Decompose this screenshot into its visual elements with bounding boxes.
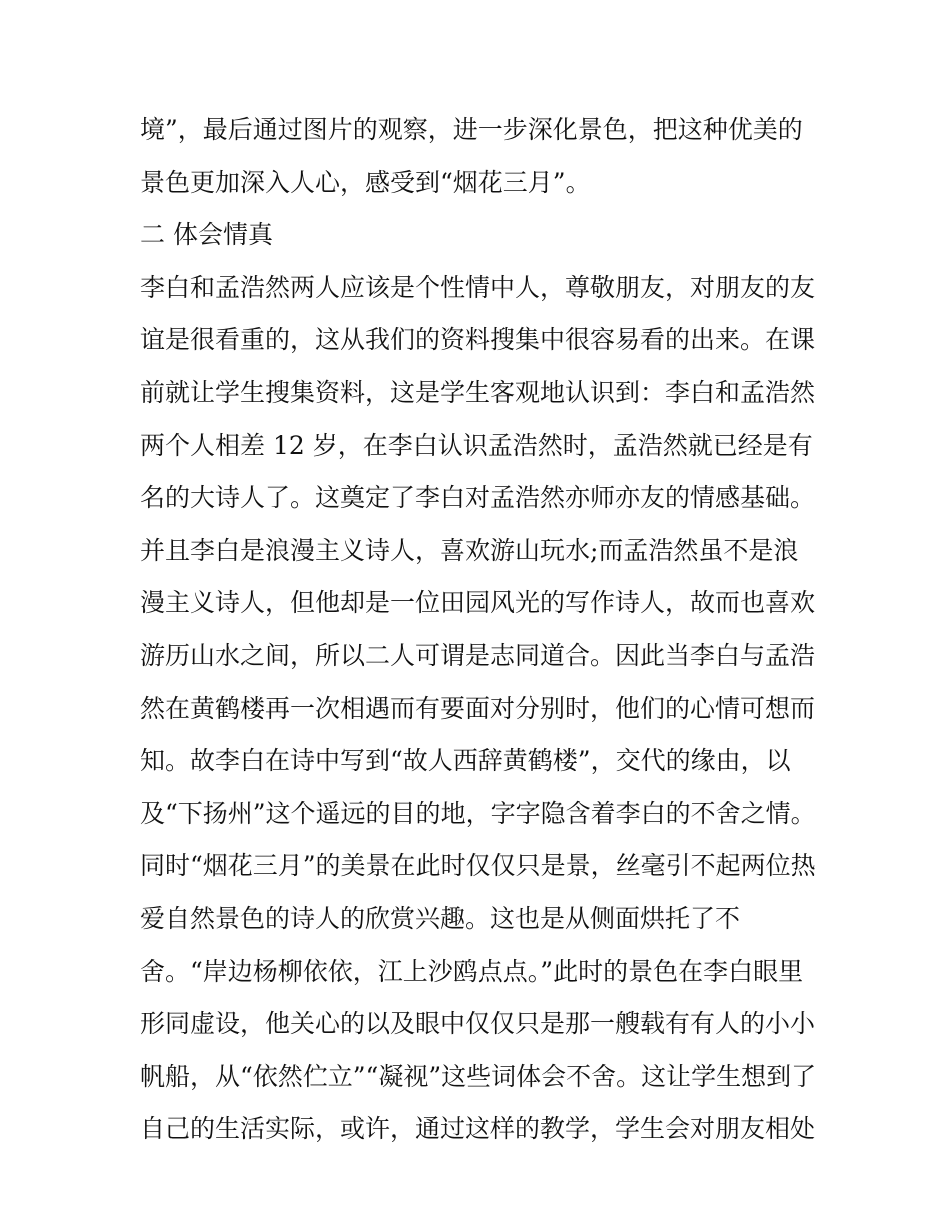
text-line: 李白和孟浩然两人应该是个性情中人，尊敬朋友，对朋友的友 xyxy=(140,272,816,302)
text-line: 舍。“岸边杨柳依依，江上沙鸥点点。”此时的景色在李白眼里 xyxy=(140,956,804,986)
text-line: 爱自然景色的诗人的欣赏兴趣。这也是从侧面烘托了不 xyxy=(140,903,741,933)
text-line: 谊是很看重的，这从我们的资料搜集中很容易看的出来。在课 xyxy=(140,325,816,355)
text-line: 知。故李白在诗中写到“故人西辞黄鹤楼”，交代的缘由，以 xyxy=(140,746,791,776)
text-line: 并且李白是浪漫主义诗人，喜欢游山玩水;而孟浩然虽不是浪 xyxy=(140,535,799,565)
text-line: 及“下扬州”这个遥远的目的地，字字隐含着李白的不舍之情。 xyxy=(140,798,816,828)
text-line: 游历山水之间，所以二人可谓是志同道合。因此当李白与孟浩 xyxy=(140,640,816,670)
text-line: 同时“烟花三月”的美景在此时仅仅只是景，丝毫引不起两位热 xyxy=(140,851,816,881)
text-line: 景色更加深入人心，感受到“烟花三月”。 xyxy=(140,167,591,197)
text-line: 帆船，从“依然伫立”“凝视”这些词体会不舍。这让学生想到了 xyxy=(140,1061,817,1091)
text-line: 形同虚设，他关心的以及眼中仅仅只是那一艘载有有人的小小 xyxy=(140,1009,816,1039)
text-line: 名的大诗人了。这奠定了李白对孟浩然亦师亦友的情感基础。 xyxy=(140,483,816,513)
section-heading: 二 体会情真 xyxy=(140,220,273,250)
text-line: 境”，最后通过图片的观察，进一步深化景色，把这种优美的 xyxy=(140,115,803,144)
text-line: 自己的生活实际，或许，通过这样的教学，学生会对朋友相处 xyxy=(140,1114,816,1144)
body-text xyxy=(140,108,830,1160)
text-line: 两个人相差 12 岁，在李白认识孟浩然时，孟浩然就已经是有 xyxy=(140,430,813,460)
text-line: 前就让学生搜集资料，这是学生客观地认识到：李白和孟浩然 xyxy=(140,377,816,407)
text-line: 漫主义诗人，但他却是一位田园风光的写作诗人，故而也喜欢 xyxy=(140,588,816,618)
text-line: 然在黄鹤楼再一次相遇而有要面对分别时，他们的心情可想而 xyxy=(140,693,816,723)
